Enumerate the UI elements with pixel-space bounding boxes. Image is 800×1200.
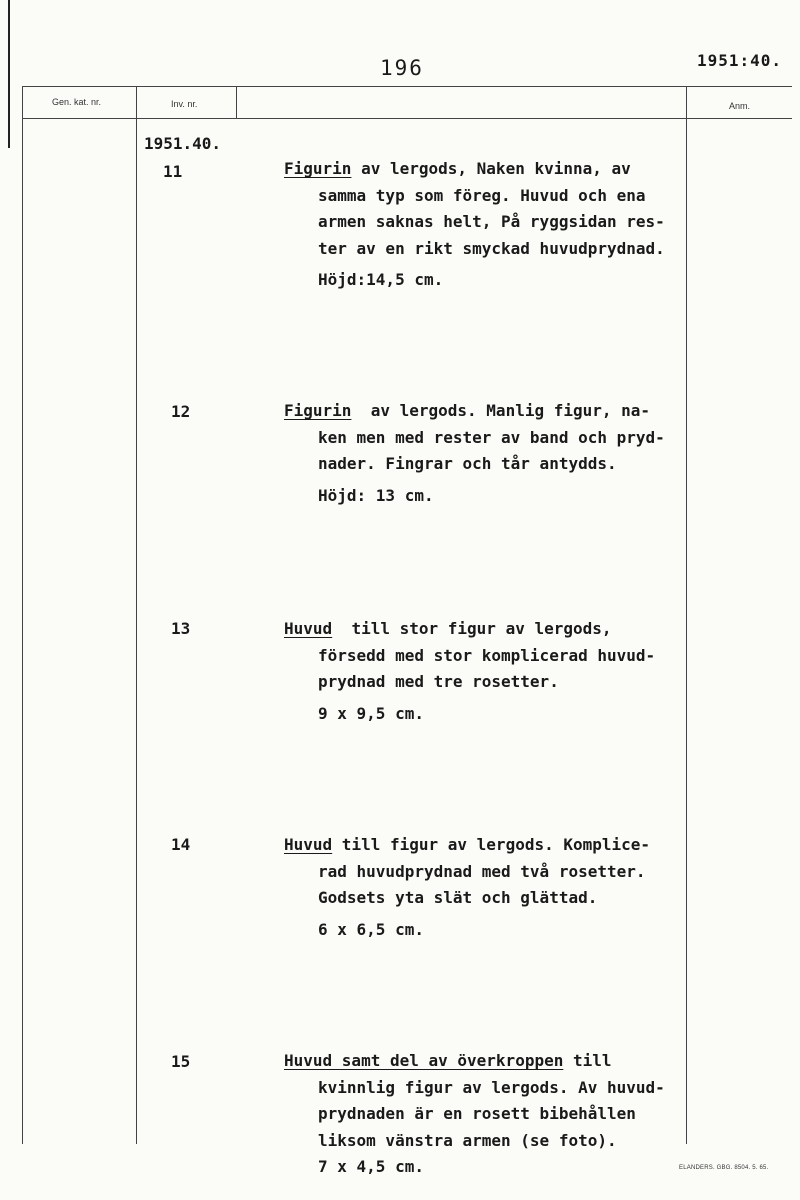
column-header-inv-nr: Inv. nr.: [171, 99, 198, 109]
inv-number: 14: [171, 835, 191, 854]
entry-title: Huvud samt del av överkroppen: [284, 1051, 564, 1070]
inv-number: 11: [163, 162, 183, 181]
printer-imprint: ELANDERS. GBG. 8504. 5. 65.: [679, 1165, 769, 1171]
entry-text-line: prydnad med tre rosetter.: [318, 672, 559, 691]
entry-text-line: till stor figur av lergods,: [332, 619, 612, 638]
entry-dimensions: 7 x 4,5 cm.: [318, 1157, 424, 1176]
entry-text-line: av lergods, Naken kvinna, av: [351, 159, 631, 178]
entry-title: Figurin: [284, 401, 352, 420]
entry-title: Figurin: [284, 159, 352, 178]
entry-text-line: rad huvudprydnad med två rosetter.: [318, 861, 646, 881]
column-rule-text: [236, 86, 237, 118]
catalog-entry: [284, 832, 694, 943]
entry-text-line: Godsets yta slät och glättad.: [318, 888, 598, 907]
entry-text-line: ter av en rikt smyckad huvudprydnad.: [318, 238, 665, 258]
entry-dimensions: Höjd: 13 cm.: [318, 485, 434, 505]
inv-number: 12: [171, 402, 191, 421]
catalog-entry: [284, 1048, 694, 1181]
catalog-entry: [284, 398, 694, 509]
entry-text-line: armen saknas helt, På ryggsidan res-: [318, 212, 665, 231]
entry-text-line: ken men med rester av band och pryd-: [318, 427, 665, 447]
inv-number: 13: [171, 619, 191, 638]
header-accession-year: 1951:40.: [697, 51, 783, 70]
entry-text-line: samma typ som föreg. Huvud och ena: [318, 185, 646, 205]
entry-text-line: nader. Fingrar och tår antydds.: [318, 454, 617, 473]
entry-text-line: prydnaden är en rosett bibehållen: [318, 1104, 636, 1123]
column-rule-inv: [136, 86, 137, 1144]
entry-dimensions: 6 x 6,5 cm.: [318, 919, 424, 939]
catalog-entry: [284, 156, 694, 294]
catalog-entry: [284, 616, 694, 727]
inv-number: 15: [171, 1052, 191, 1071]
accession-label: 1951.40.: [144, 134, 222, 153]
entry-text-line: av lergods. Manlig figur, na-: [351, 401, 651, 420]
entry-dimensions: 9 x 9,5 cm.: [318, 703, 424, 723]
page-number: 196: [380, 56, 424, 80]
entry-text-line: kvinnlig figur av lergods. Av huvud-: [318, 1077, 665, 1097]
left-margin-rule: [8, 0, 10, 148]
column-rule-left: [22, 86, 23, 1144]
entry-dimensions: Höjd:14,5 cm.: [318, 270, 444, 289]
entry-title: Huvud: [284, 619, 333, 638]
entry-title: Huvud: [284, 835, 333, 854]
column-header-gen-kat-nr: Gen. kat. nr.: [52, 97, 102, 107]
header-top-rule: [22, 86, 792, 87]
entry-text-line: liksom vänstra armen (se foto).: [318, 1130, 617, 1150]
header-bottom-rule: [22, 118, 792, 119]
entry-text-line: till figur av lergods. Komplice-: [332, 835, 651, 854]
column-header-anm: Anm.: [729, 101, 751, 111]
entry-text-line: till: [563, 1051, 612, 1070]
entry-text-line: försedd med stor komplicerad huvud-: [318, 645, 656, 665]
